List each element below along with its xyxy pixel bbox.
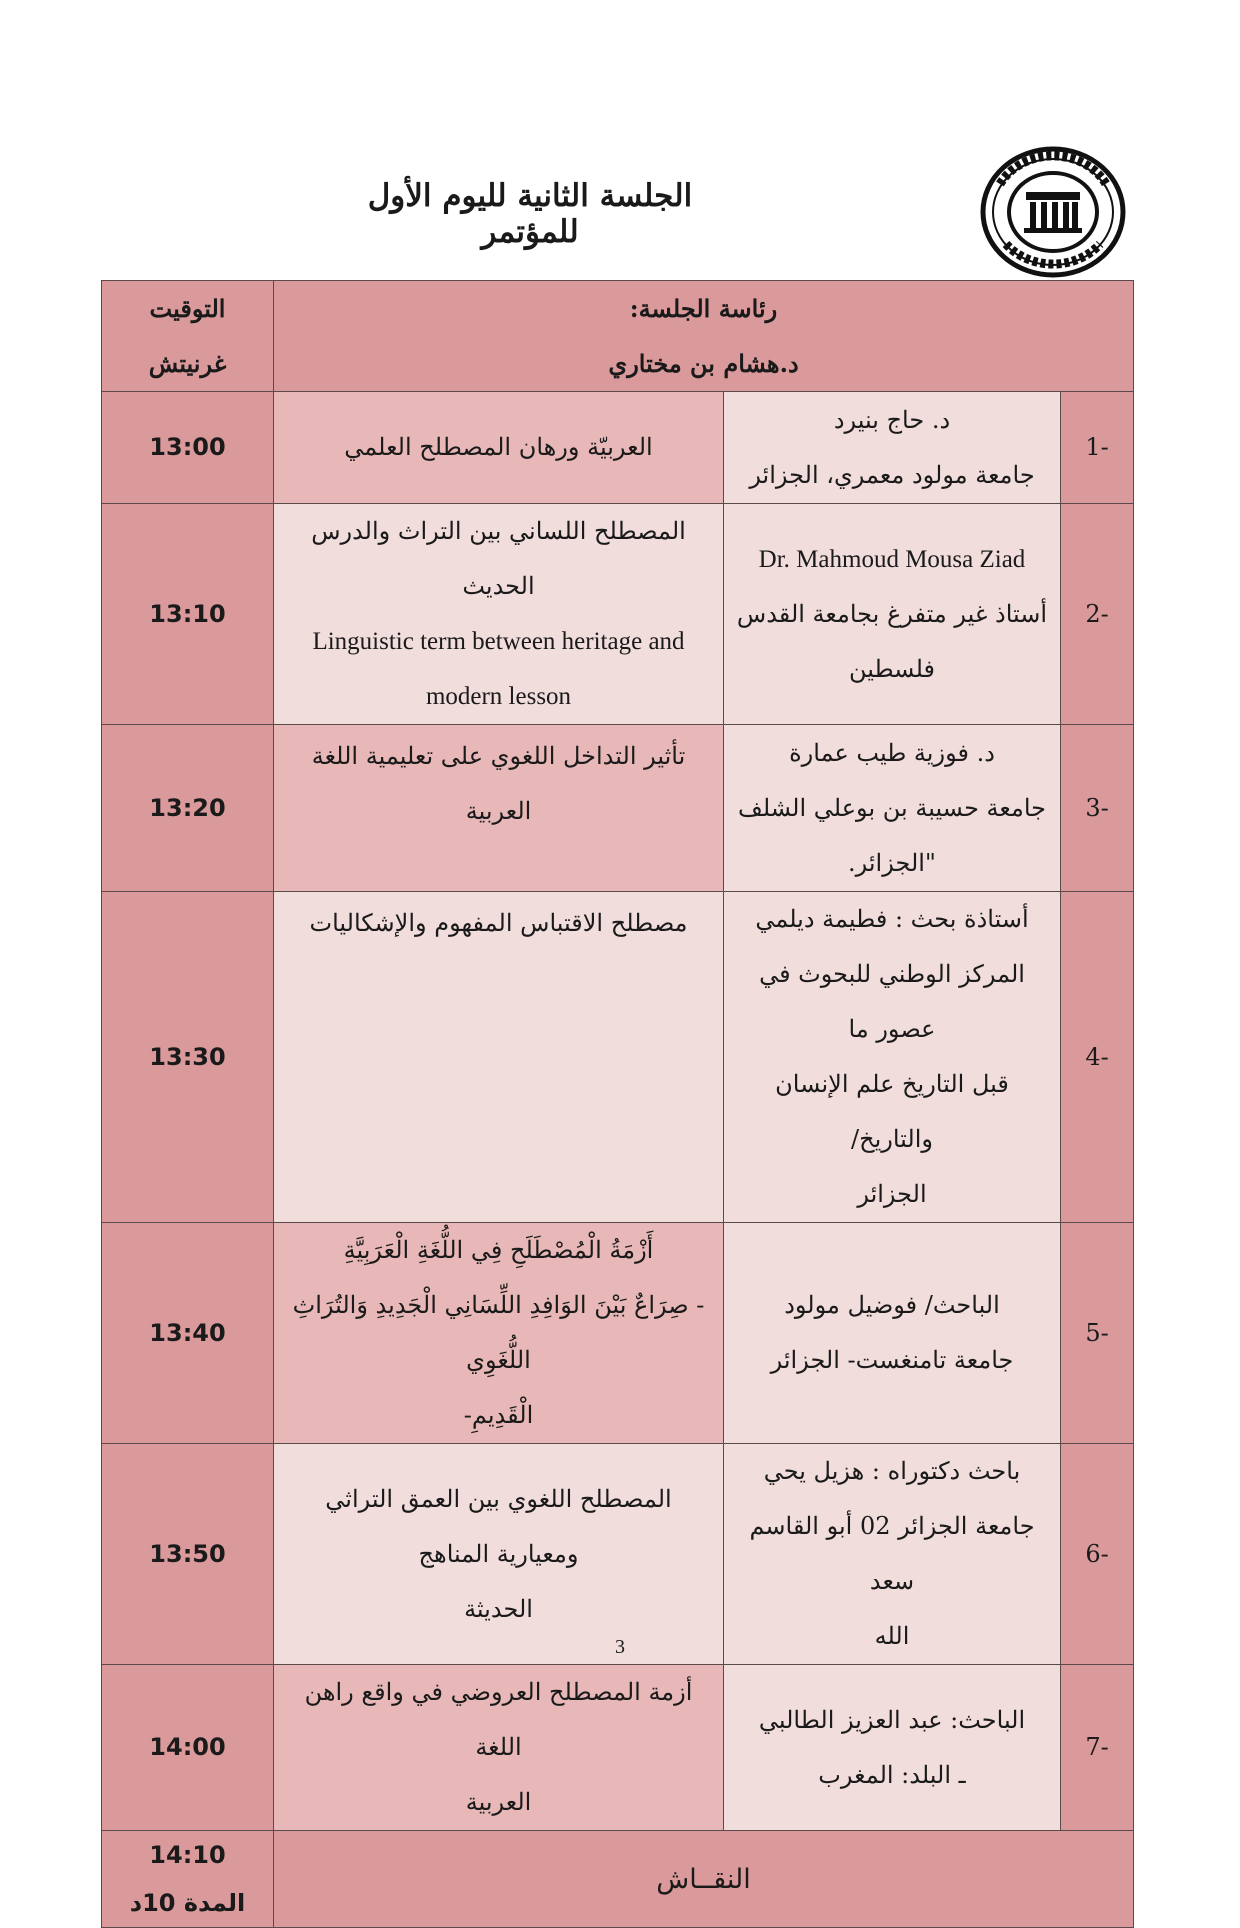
speaker-cell <box>724 725 1061 892</box>
speaker-cell <box>724 1444 1061 1665</box>
discussion-duration: المدة 10د <box>129 1889 246 1917</box>
paper-title-cell <box>274 1665 724 1831</box>
speaker-country: ـ البلد: المغرب <box>818 1760 966 1789</box>
paper-title: تأثير التداخل اللغوي على تعليمية اللغة العربية <box>311 742 686 825</box>
chair-label: رئاسة الجلسة: <box>629 294 778 323</box>
row-number: -2 <box>1061 504 1134 725</box>
speaker-name: د. فوزية طيب عمارة <box>789 738 995 767</box>
speaker-affiliation: المركز الوطني للبحوث في عصور ما <box>759 960 1025 1043</box>
speaker-affiliation: جامعة الجزائر 02 أبو القاسم سعد <box>749 1512 1035 1595</box>
header-row <box>102 281 1134 392</box>
speaker-affiliation: جامعة حسيبة بن بوعلي الشلف <box>737 793 1047 822</box>
row-number: -1 <box>1061 392 1134 504</box>
paper-subtitle: - صِرَاعٌ بَيْنَ الوَافِدِ اللِّسَانِي الْجَدِيدِ وَالتُرَاثِ اللُّغَوِي <box>292 1291 705 1374</box>
paper-title: العربية <box>465 1788 532 1816</box>
speaker-name: د. حاج بنيرد <box>833 405 951 434</box>
paper-title-cell <box>274 725 724 892</box>
paper-title: مصطلح الاقتباس المفهوم والإشكاليات <box>309 909 688 937</box>
speaker-cell <box>724 892 1061 1223</box>
row-number: -4 <box>1061 892 1134 1223</box>
row-number: -3 <box>1061 725 1134 892</box>
discussion-time-cell <box>102 1831 274 1928</box>
time-cell: 13:50 <box>102 1444 274 1665</box>
speaker-affiliation: أستاذ غير متفرغ بجامعة القدس <box>736 599 1048 628</box>
speaker-name: باحث دكتوراه : هزيل يحي <box>763 1457 1021 1485</box>
row-number: -6 <box>1061 1444 1134 1665</box>
time-cell: 13:10 <box>102 504 274 725</box>
speaker-affiliation: قبل التاريخ علم الإنسان والتاريخ/ <box>775 1070 1009 1153</box>
speaker-cell <box>724 1223 1061 1444</box>
speaker-name: Dr. Mahmoud Mousa Ziad <box>758 545 1026 573</box>
paper-title-cell <box>274 504 724 725</box>
table-row <box>102 1444 1134 1665</box>
table-row <box>102 725 1134 892</box>
page-number: 3 <box>615 1636 625 1658</box>
speaker-name: الباحث/ فوضيل مولود <box>784 1291 1000 1319</box>
time-cell: 13:00 <box>102 392 274 504</box>
chair-name: د.هشام بن مختاري <box>608 349 799 378</box>
speaker-cell <box>724 1665 1061 1831</box>
paper-title: المصطلح اللغوي بين العمق التراثي ومعيارية المناهج <box>325 1484 672 1568</box>
paper-title-cell <box>274 1444 724 1665</box>
discussion-label: النقــاش <box>274 1831 1134 1928</box>
page-title: الجلسة الثانية لليوم الأول للمؤتمر <box>367 178 693 250</box>
speaker-affiliation: جامعة تامنغست- الجزائر <box>770 1346 1014 1374</box>
session-chair-cell <box>274 281 1134 392</box>
table-row <box>102 1223 1134 1444</box>
discussion-row <box>102 1831 1134 1928</box>
table-row <box>102 504 1134 725</box>
time-cell: 13:40 <box>102 1223 274 1444</box>
time-cell: 14:00 <box>102 1665 274 1831</box>
paper-title-cell <box>274 1223 724 1444</box>
speaker-affiliation: الله <box>874 1622 910 1650</box>
paper-title-cell <box>274 392 724 504</box>
time-cell: 13:30 <box>102 892 274 1223</box>
table-row <box>102 1665 1134 1831</box>
speaker-country: "الجزائر. <box>848 848 936 877</box>
paper-title-cell <box>274 892 724 1223</box>
paper-title: العربيّة ورهان المصطلح العلمي <box>344 433 653 461</box>
paper-title: المصطلح اللساني بين التراث والدرس الحديث <box>311 517 686 600</box>
row-number: -5 <box>1061 1223 1134 1444</box>
paper-title: أَزْمَةُ الْمُصْطَلَحِ فِي اللُّغَةِ الْعَرَبِيَّةِ <box>343 1236 654 1264</box>
organization-seal-logo <box>978 144 1128 280</box>
speaker-name: أستاذة بحث : فطيمة ديلمي <box>755 905 1029 933</box>
schedule-table <box>101 280 1134 1928</box>
time-cell: 13:20 <box>102 725 274 892</box>
speaker-cell <box>724 392 1061 504</box>
table-row <box>102 392 1134 504</box>
time-zone-label: غرنيتش <box>148 349 227 378</box>
speaker-country: الجزائر <box>857 1180 927 1208</box>
time-header-label: التوقيت <box>149 294 226 323</box>
speaker-affiliation: جامعة مولود معمري، الجزائر <box>749 460 1035 489</box>
paper-subtitle: الْقَدِيمِ- <box>463 1401 534 1429</box>
paper-title: الحديثة <box>464 1594 533 1623</box>
paper-title: أزمة المصطلح العروضي في واقع راهن اللغة <box>304 1678 693 1761</box>
table-row <box>102 892 1134 1223</box>
speaker-country: فلسطين <box>848 654 936 683</box>
time-header-cell <box>102 281 274 392</box>
row-number: -7 <box>1061 1665 1134 1831</box>
paper-title-english: Linguistic term between heritage and <box>312 628 685 655</box>
paper-title-english: modern lesson <box>425 683 572 710</box>
speaker-name: الباحث: عبد العزيز الطالبي <box>758 1705 1026 1734</box>
discussion-time: 14:10 <box>149 1841 226 1869</box>
speaker-cell <box>724 504 1061 725</box>
